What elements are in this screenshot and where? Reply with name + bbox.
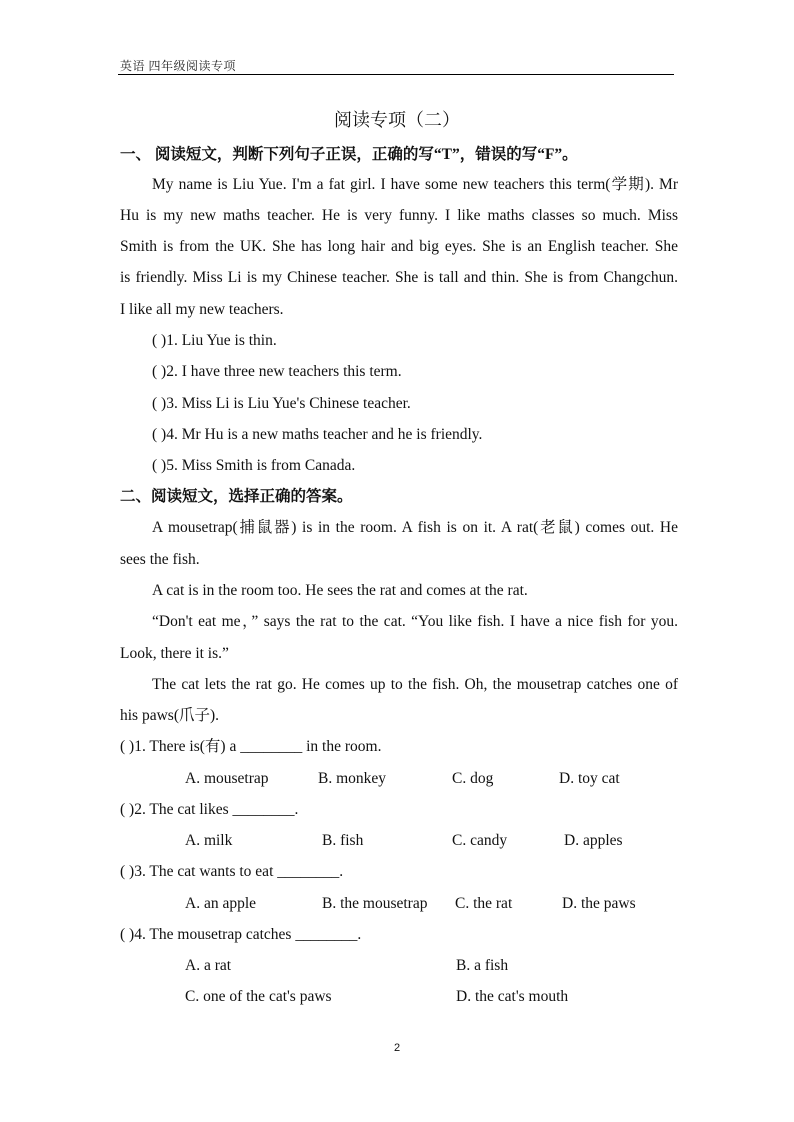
answer-bracket[interactable]: ( ) [120, 801, 135, 818]
page-title: 阅读专项（二） [334, 110, 460, 130]
page-number: 2 [393, 1042, 401, 1054]
tf-item [152, 396, 411, 412]
mc-question [120, 927, 361, 943]
mc-option: C. one of the cat's paws [185, 988, 332, 1005]
answer-bracket[interactable]: ( ) [120, 863, 135, 880]
mc-option: C. dog [452, 770, 494, 787]
section2-heading: 二、阅读短文，选择正确的答案。 [120, 488, 353, 505]
mc-question-text: 1. There is(有) a ________ in the room. [134, 738, 382, 755]
mc-option: A. mousetrap [185, 770, 269, 787]
tf-item-text: 2. I have three new teachers this term. [166, 363, 402, 380]
mc-option: A. an apple [185, 895, 257, 912]
tf-item-text: 1. Liu Yue is thin. [166, 332, 277, 349]
mc-option: D. apples [564, 832, 623, 849]
tf-item [152, 458, 355, 474]
mc-question [120, 739, 381, 755]
mc-option: B. monkey [318, 770, 387, 787]
tf-item [152, 333, 277, 349]
mc-question [120, 802, 298, 818]
tf-item [152, 364, 402, 380]
section1-passage-line: I like all my new teachers. [120, 301, 284, 318]
answer-bracket[interactable]: ( ) [120, 738, 135, 755]
section2-passage-line: sees the fish. [120, 551, 200, 568]
mc-option: A. milk [185, 832, 233, 849]
section1-passage-line: My name is Liu Yue. I'm a fat girl. I have some new teachers this term(学期). Mr [152, 176, 678, 193]
section2-passage-line: The cat lets the rat go. He comes up to the fish. Oh, the mousetrap catches one of [152, 676, 678, 693]
mc-option: D. toy cat [559, 770, 620, 787]
header-rule [118, 74, 674, 75]
mc-option: C. candy [452, 832, 508, 849]
section2-passage-line: Look, there it is.” [120, 645, 229, 662]
mc-question [120, 864, 343, 880]
answer-bracket[interactable]: ( ) [152, 395, 167, 412]
section1-passage-line: is friendly. Miss Li is my Chinese teacher. She is tall and thin. She is from Changchun. [120, 269, 678, 286]
mc-option: B. a fish [456, 957, 509, 974]
answer-bracket[interactable]: ( ) [120, 926, 135, 943]
tf-item-text: 4. Mr Hu is a new maths teacher and he is friendly. [166, 426, 483, 443]
running-header: 英语 四年级阅读专项 [120, 59, 237, 73]
section2-passage-line: his paws(爪子). [120, 707, 220, 724]
mc-question-text: 3. The cat wants to eat ________. [134, 863, 344, 880]
answer-bracket[interactable]: ( ) [152, 426, 167, 443]
answer-bracket[interactable]: ( ) [152, 332, 167, 349]
mc-question-text: 4. The mousetrap catches ________. [134, 926, 362, 943]
mc-option: B. the mousetrap [322, 895, 428, 912]
section2-passage-line: A mousetrap(捕鼠器) is in the room. A fish is on it. A rat(老鼠) comes out. He [152, 519, 678, 536]
mc-option: C. the rat [455, 895, 513, 912]
section2-passage-line: A cat is in the room too. He sees the rat and comes at the rat. [152, 582, 528, 599]
section1-passage-line: Hu is my new maths teacher. He is very funny. I like maths classes so much. Miss [120, 207, 678, 224]
answer-bracket[interactable]: ( ) [152, 363, 167, 380]
mc-option: B. fish [322, 832, 364, 849]
section2-passage-line: “Don't eat me，” says the rat to the cat. “You like fish. I have a nice fish for you. [152, 613, 678, 630]
mc-option: D. the paws [562, 895, 636, 912]
section1-heading: 一、 阅读短文，判断下列句子正误，正确的写“T”，错误的写“F”。 [120, 146, 578, 163]
mc-question-text: 2. The cat likes ________. [134, 801, 299, 818]
mc-option: A. a rat [185, 957, 232, 974]
tf-item-text: 5. Miss Smith is from Canada. [166, 457, 356, 474]
tf-item [152, 427, 482, 443]
mc-option: D. the cat's mouth [456, 988, 569, 1005]
answer-bracket[interactable]: ( ) [152, 457, 167, 474]
section1-passage-line: Smith is from the UK. She has long hair and big eyes. She is an English teacher. She [120, 238, 678, 255]
tf-item-text: 3. Miss Li is Liu Yue's Chinese teacher. [166, 395, 411, 412]
